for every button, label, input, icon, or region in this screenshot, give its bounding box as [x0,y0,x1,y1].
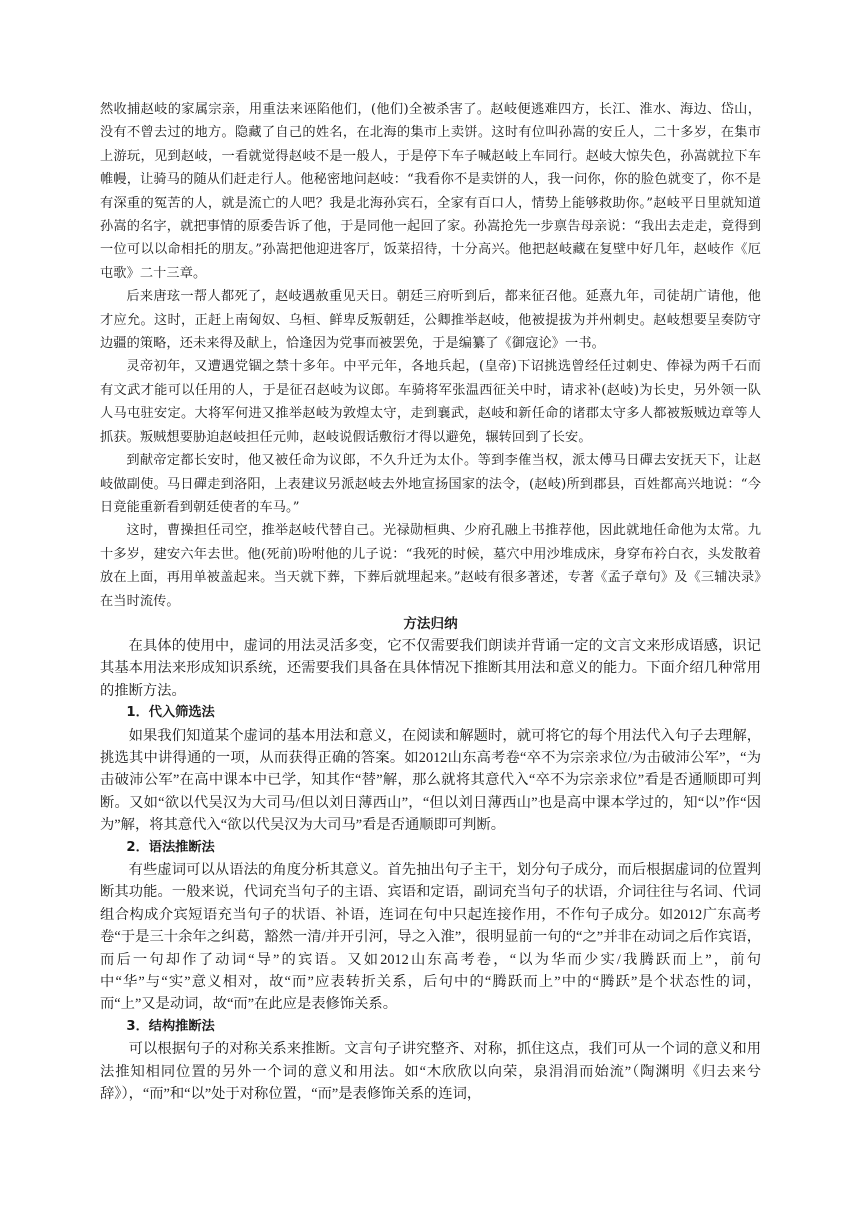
translation-paragraph-2: 后来唐玹一帮人都死了，赵岐遇赦重见天日。朝廷三府听到后，都来征召他。延熹九年，司徒胡广请他，他才应允。这时，正赶上南匈奴、乌桓、鲜卑反叛朝廷，公卿推举赵岐，他被提拔为并州刺史。赵岐想要呈奏防守边疆的策略，还未来得及献上，恰逢因为党事而被罢免，于是编纂了《御寇论》一书。 [100,289,761,352]
translation-paragraph-4: 到献帝定都长安时，他又被任命为议郎，不久升迁为太仆。等到李傕当权，派太傅马日磾去安抚天下，让赵岐做副使。马日磾走到洛阳，上表建议另派赵岐去外地宣扬国家的法令，(赵岐)所到郡县，百姓都高兴地说：“今日竟能重新看到朝廷使者的车马。” [100,453,761,515]
translation-paragraph-5: 这时，曹操担任司空，推举赵岐代替自己。光禄勋桓典、少府孔融上书推荐他，因此就地任命他为太常。九十多岁，建安六年去世。他(死前)吩咐他的儿子说：“我死的时候，墓穴中用沙堆成床，身穿布衿白衣，头发散着放在上面，再用单被盖起来。当天就下葬，下葬后就埋起来。”赵岐有很多著述，专著《孟子章句》及《三辅决录》在当时流传。 [100,523,761,609]
method-2-title: 2．语法推断法 [126,839,215,855]
method-1-text: 如果我们知道某个虚词的基本用法和意义，在阅读和解题时，就可将它的每个用法代入句子去理解，挑选其中讲得通的一项，从而获得正确的答案。如2012山东高考卷“卒不为宗亲求位/为击破沛公军”，“为击破沛公军”在高中课本中已学，知其作“替”解，那么就将其意代入“卒不为宗亲求位”看是否通顺即可判断。又如“欲以代吴汉为大司马/但以刘日薄西山”，“但以刘日薄西山”也是高中课本学过的，知“以”作“因为”解，将其意代入“欲以代吴汉为大司马”看是否通顺即可判断。 [100,727,761,834]
section-heading: 方法归纳 [403,615,458,632]
method-3-text: 可以根据句子的对称关系来推断。文言句子讲究整齐、对称，抓住这点，我们可从一个词的意义和用法推知相同位置的另外一个词的意义和用法。如“木欣欣以向荣，泉涓涓而始流”（陶渊明《归去来兮辞》），“而”和“以”处于对称位置，“而”是表修饰关系的连词， [100,1041,761,1103]
method-1-title: 1．代入筛选法 [126,705,215,721]
translation-paragraph-3: 灵帝初年，又遭遇党锢之禁十多年。中平元年，各地兵起，(皇帝)下诏挑选曾经任过刺史、俸禄为两千石而有文武才能可以任用的人，于是征召赵岐为议郎。车骑将军张温西征关中时，请求补(赵岐)为长史，另外领一队人马屯驻安定。大将军何进又推举赵岐为敦煌太守，走到襄武，赵岐和新任命的诸郡太守多人都被叛贼边章等人抓获。叛贼想要胁迫赵岐担任元帅，赵岐说假话敷衍才得以避免，辗转回到了长安。 [100,359,761,445]
method-3-title: 3．结构推断法 [126,1018,215,1034]
document-page [100,98,761,1105]
method-intro: 在具体的使用中，虚词的用法灵活多变，它不仅需要我们朗读并背诵一定的文言文来形成语感，识记其基本用法来形成知识系统，还需要我们具备在具体情况下推断其用法和意义的能力。下面介绍几种常用的推断方法。 [100,637,761,699]
method-2-text: 有些虚词可以从语法的角度分析其意义。首先抽出句子主干，划分句子成分，而后根据虚词的位置判断其功能。一般来说，代词充当句子的主语、宾语和定语，副词充当句子的状语，介词往往与名词、代词组合构成介宾短语充当句子的状语、补语，连词在句中只起连接作用，不作句子成分。如2012广东高考卷“于是三十余年之纠葛，豁然一清/并开引河，导之入淮”，很明显前一句的“之”并非在动词之后作宾语，而后一句却作了动词“导”的宾语。又如2012山东高考卷，“以为华而少实/我腾跃而上”，前句中“华”与“实”意义相对，故“而”应表转折关系，后句中的“腾跃而上”中的“腾跃”是个状态性的词，而“上”又是动词，故“而”在此应是表修饰关系。 [100,862,761,1013]
translation-paragraph-1: 然收捕赵岐的家属宗亲，用重法来诬陷他们，(他们)全被杀害了。赵岐便逃难四方，长江、淮水、海边、岱山，没有不曾去过的地方。隐藏了自己的姓名，在北海的集市上卖饼。这时有位叫孙嵩的安丘人，二十多岁，在集市上游玩，见到赵岐，一看就觉得赵岐不是一般人，于是停下车子喊赵岐上车同行。赵岐大惊失色，孙嵩就拉下车帷幔，让骑马的随从们赶走行人。他秘密地问赵岐：“我看你不是卖饼的人，我一问你，你的脸色就变了，你不是有深重的冤苦的人，就是流亡的人吧？我是北海孙宾石，全家有百口人，情势上能够救助你。”赵岐平日里就知道孙嵩的名字，就把事情的原委告诉了他，于是同他一起回了家。孙嵩抢先一步禀告母亲说：“我出去走走，竟得到一位可以以命相托的朋友。”孙嵩把他迎进客厅，饭菜招待，十分高兴。他把赵岐藏在复壁中好几年，赵岐作《厄屯歌》二十三章。 [100,102,761,281]
